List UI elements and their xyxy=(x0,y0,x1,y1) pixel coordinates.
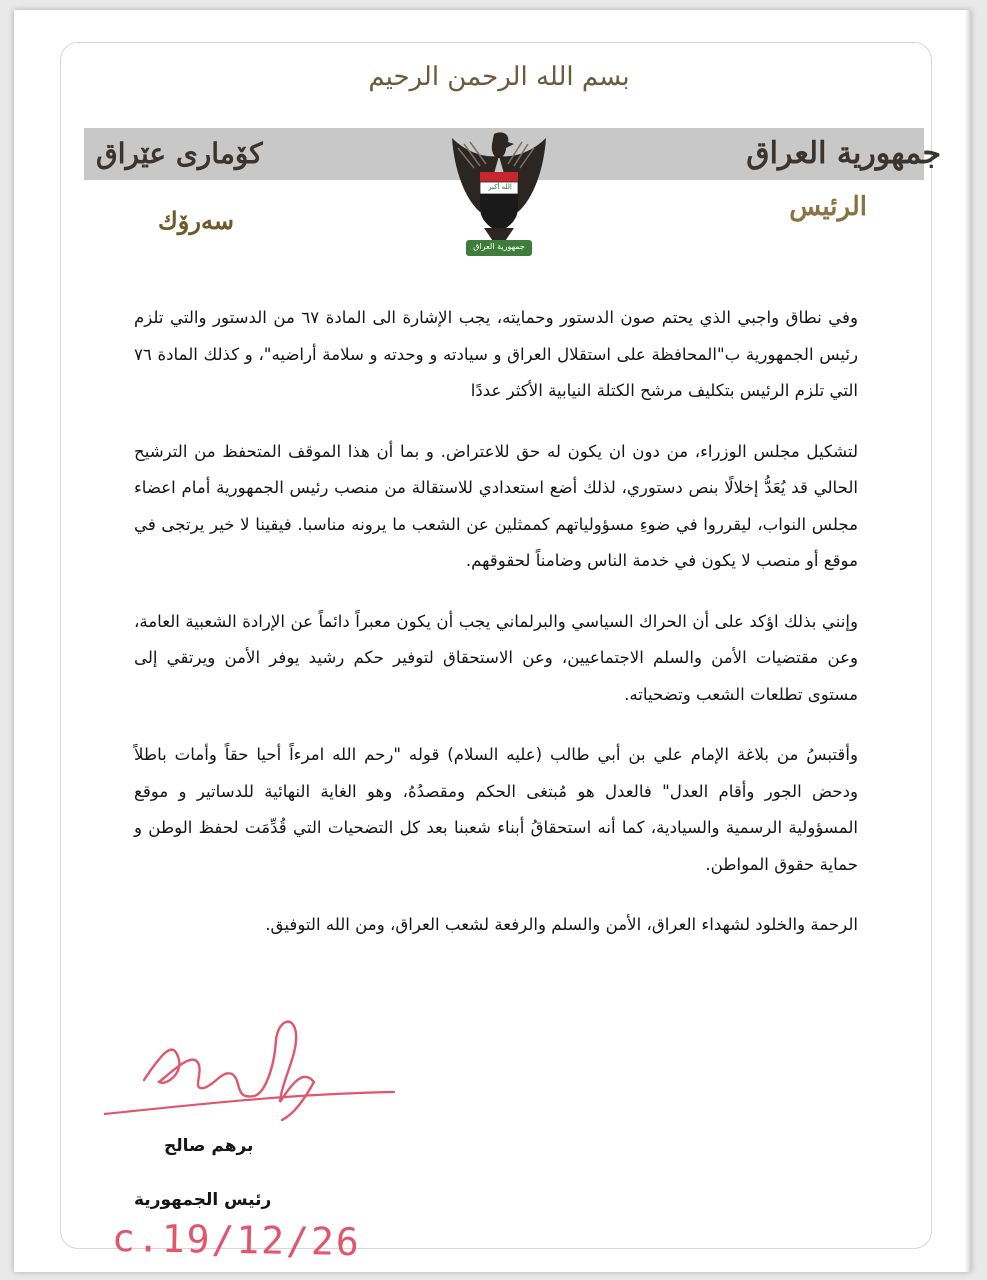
page-edge-shadow xyxy=(965,10,971,1272)
basmala-calligraphy: بسم الله الرحمن الرحيم xyxy=(368,62,630,92)
handwritten-date: c.19/12/26 xyxy=(111,1215,362,1265)
paragraph-4: وأقتبسُ من بلاغة الإمام علي بن أبي طالب (عليه السلام) قوله "رحم الله امرءاً أحيا حقاً وأمات باطلاً ودحض الجور وأقام العدل" فالعدل هو مُبتغى الحكم ومقصدُهُ، وهو الغاية النهائية للدساتير و موقع المسؤولية الرسمية والسيادية، كما أنه استحقاقُ أبناء شعبنا بعد كل التضحيات التي قُدِّمَت لحفظ الوطن و حماية حقوق المواطن. xyxy=(134,745,858,874)
paragraph-1: وفي نطاق واجبي الذي يحتم صون الدستور وحمايته، يجب الإشارة الى المادة ٦٧ من الدستور والتي تلزم رئيس الجمهورية ب"المحافظة على استقلال العراق و سيادته و وحدته و سلامة أراضيه"، و كذلك المادة ٧٦ التي تلزم الرئيس بتكليف مرشح الكتلة النيابية الأكثر عددًا xyxy=(134,308,858,400)
paragraph-2: لتشكيل مجلس الوزراء، من دون ان يكون له حق للاعتراض. و بما أن هذا الموقف المتحفظ من الترشيح الحالي قد يُعَدُّ إخلالًا بنص دستوري، لذلك أضع استعدادي للاستقالة من منصب رئيس الجمهورية أمام اعضاء مجلس النواب، ليقرروا في ضوءِ مسؤولياتهم كممثلين عن الشعب ما يرونه مناسبا. فيقينا لا خير يرتجى في موقع أو منصب لا يكون في خدمة الناس وضامناً لحقوقهم. xyxy=(134,441,858,570)
signatory-title: رئيس الجمهورية xyxy=(134,1190,272,1210)
handwritten-signature xyxy=(104,1010,404,1145)
letter-body xyxy=(134,300,858,968)
paragraph-3: وإنني بذلك اؤكد على أن الحراك السياسي والبرلماني يجب أن يكون معبراً دائماً عن الإرادة الشعبية العامة، وعن مقتضيات الأمن والسلم الاجتماعيين، وعن الاستحقاق لتوفير حكم رشيد يوفر الأمن ويرتقي إلى مستوى تطلعات الشعب وتضحياته. xyxy=(134,611,858,704)
republic-title-kurdish: كۆماری عێراق xyxy=(96,137,263,170)
republic-title-arabic: جمهورية العراق xyxy=(746,136,941,171)
emblem-flag-text: الله أكبر xyxy=(488,183,512,191)
president-title-kurdish: سەرۆك xyxy=(158,206,234,235)
emblem-ribbon-text: جمهورية العراق xyxy=(473,242,525,251)
president-title-arabic: الرئيس xyxy=(789,192,867,222)
letter-page xyxy=(14,10,971,1272)
signatory-name: برهم صالح xyxy=(164,1136,254,1156)
paragraph-5: الرحمة والخلود لشهداء العراق، الأمن والسلم والرفعة لشعب العراق، ومن الله التوفيق. xyxy=(265,915,858,934)
